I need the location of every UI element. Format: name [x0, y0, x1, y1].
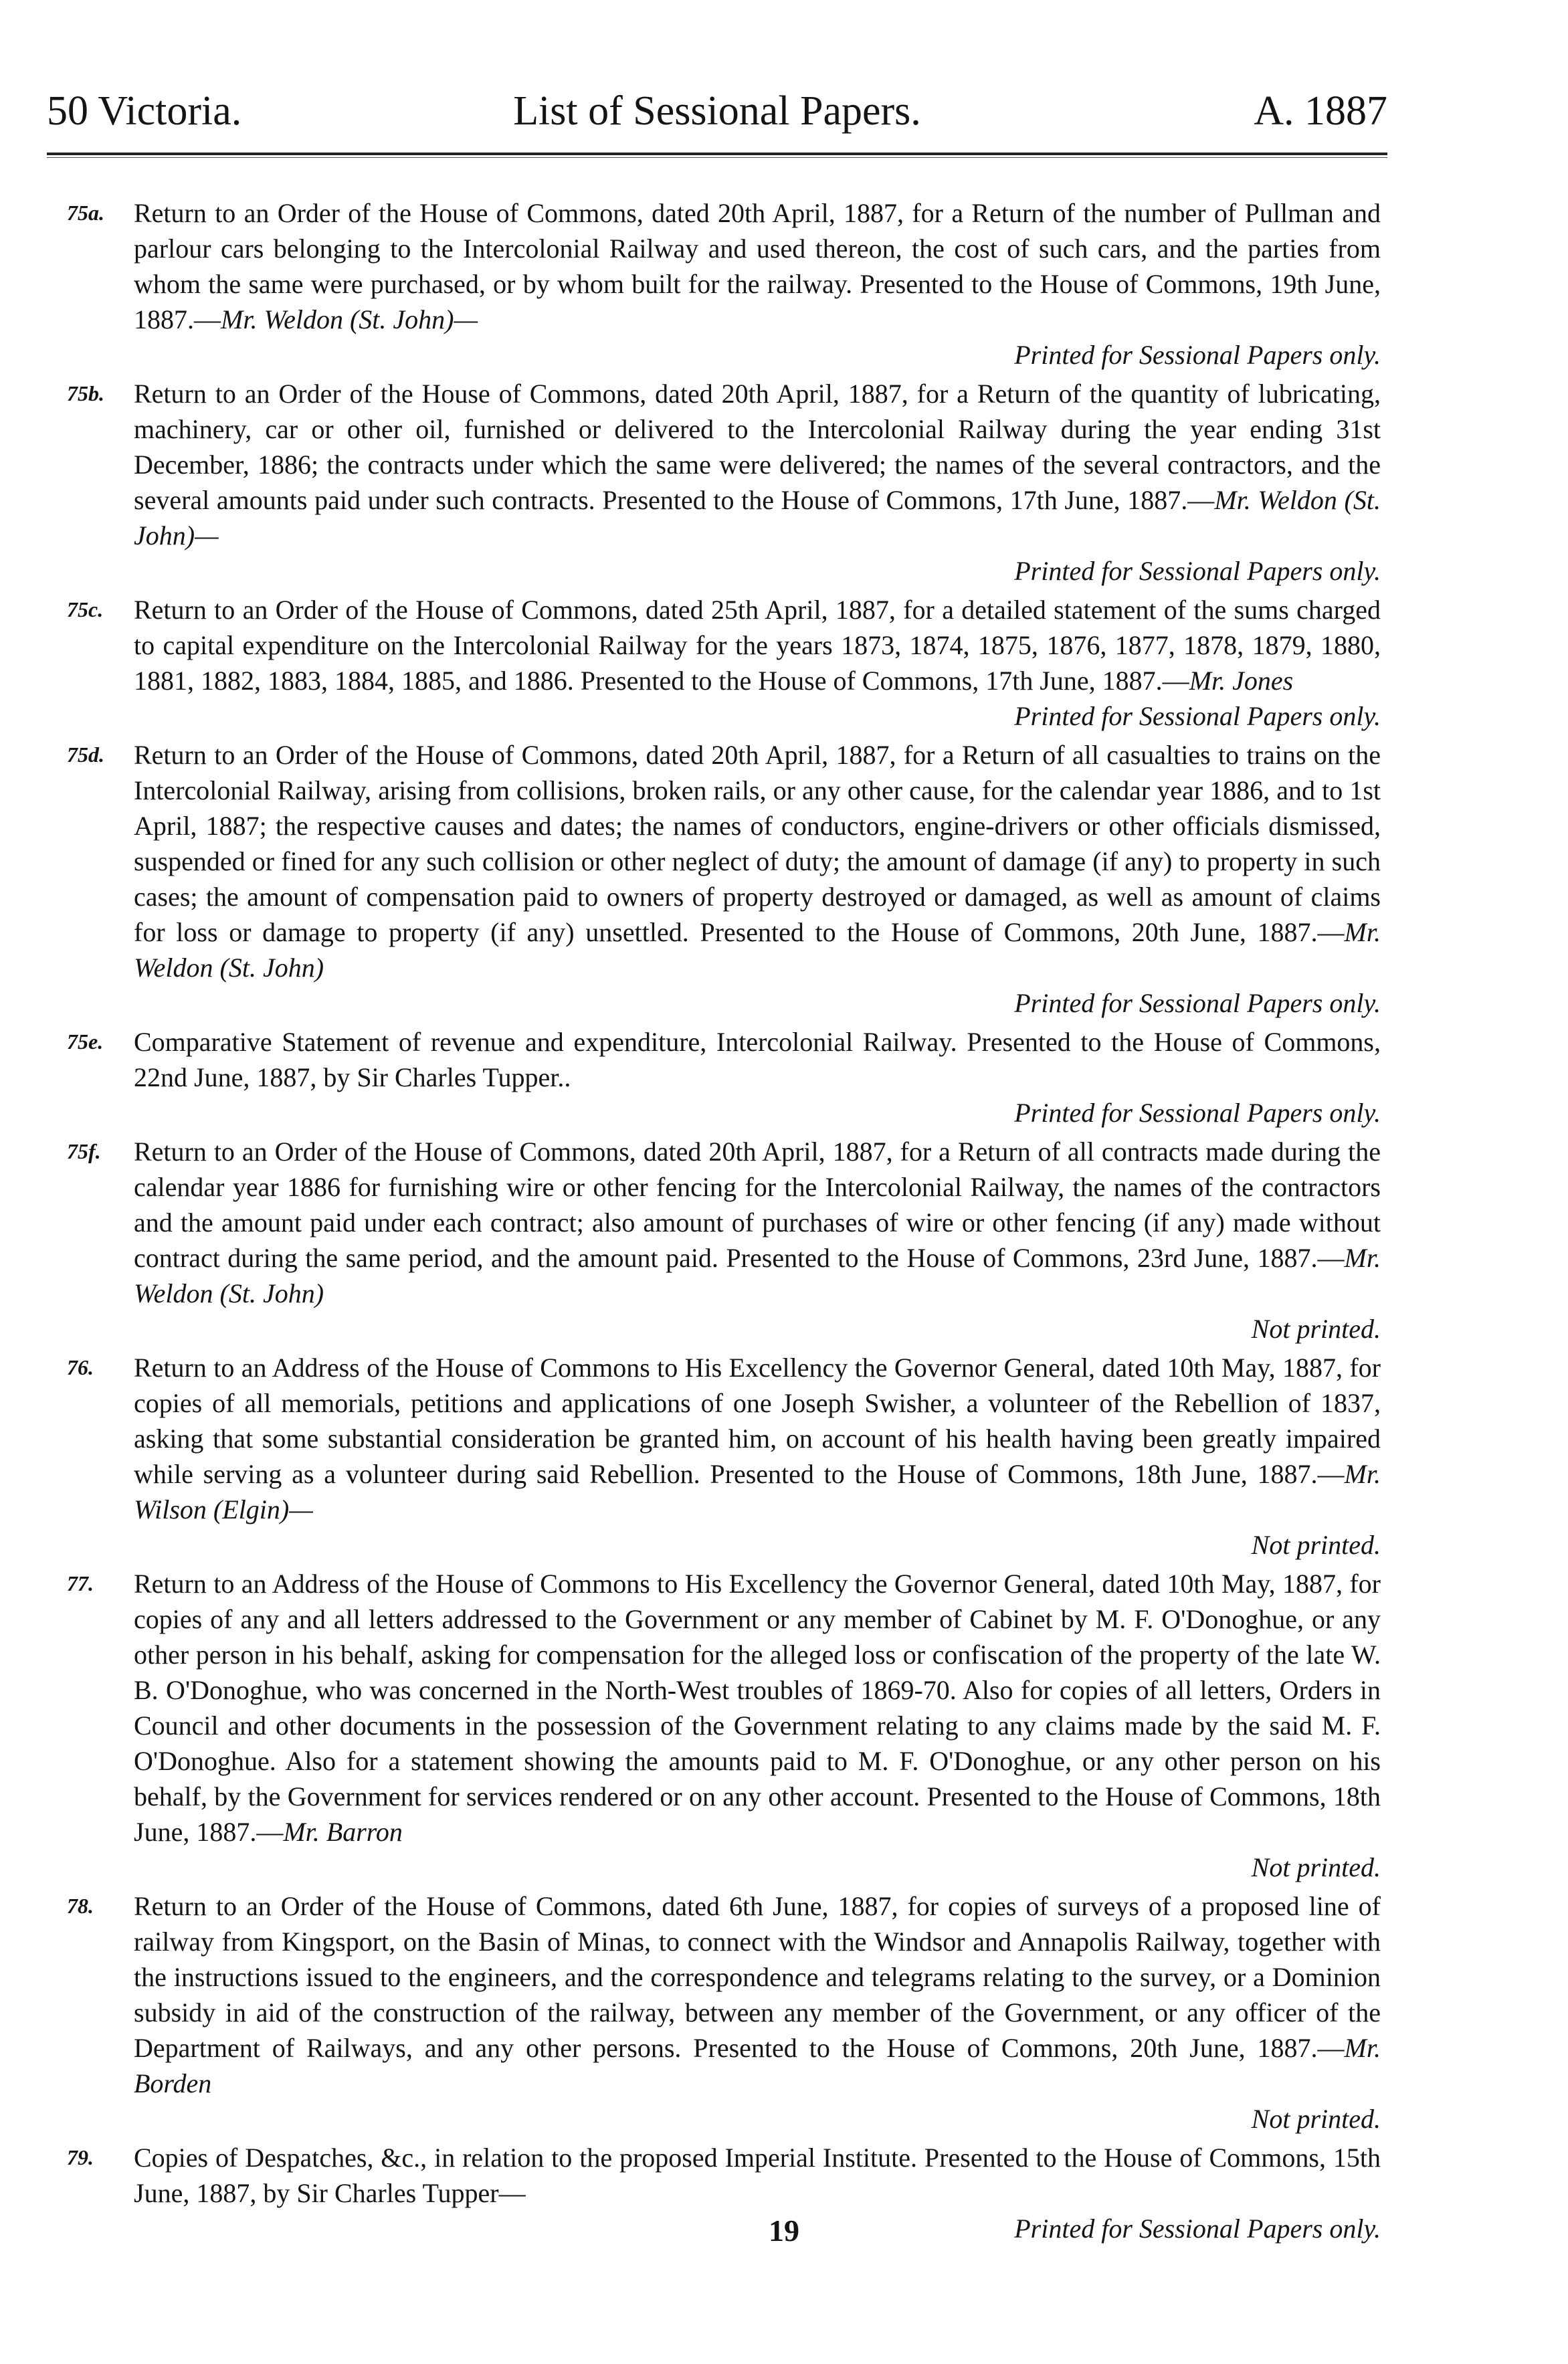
paper-entry: [67, 1134, 1381, 1347]
paper-status: Not printed.: [1251, 2104, 1381, 2134]
paper-entry: [67, 1566, 1381, 1885]
paper-description: Comparative Statement of revenue and expenditure, Intercolonial Railway. Presented to the House of Commons, 22nd June, 1887, by Sir Charles Tupper..: [134, 1027, 1381, 1092]
paper-description: Return to an Address of the House of Commons to His Excellency the Governor General, dated 10th May, 1887, for copies of all memorials, petitions and applications of one Joseph Swisher, a volunteer of the Rebellion of 1837, asking that some substantial consideration be granted him, on account of his health having been greatly impaired while serving as a volunteer during said Rebellion. Presented to the House of Commons, 18th June, 1887.—: [134, 1353, 1381, 1489]
paper-number: 79.: [67, 2145, 94, 2169]
paper-member: Mr. Wilson (Elgin)—: [134, 1459, 1381, 1524]
header-rule: [47, 153, 1387, 158]
paper-description: Return to an Order of the House of Commons, dated 20th April, 1887, for a Return of all casualties to trains on the Intercolonial Railway, arising from collisions, broken rails, or any other cause, for the calendar year 1886, and to 1st April, 1887; the respective causes and dates; the names of conductors, engine-drivers or other officials dismissed, suspended or fined for any such collision or other neglect of duty; the amount of damage (if any) to property in such cases; the amount of compensation paid to owners of property destroyed or damaged, as well as amount of claims for loss or damage to property (if any) unsettled. Presented to the House of Commons, 20th June, 1887.—: [134, 740, 1381, 947]
paper-member: Mr. Weldon (St. John): [134, 917, 1381, 983]
paper-description: Return to an Address of the House of Commons to His Excellency the Governor General, dated 10th May, 1887, for copies of any and all letters addressed to the Government or any member of Cabinet by M. F. O'Donoghue, or any other person in his behalf, asking for compensation for the alleged loss or confiscation of the property of the late W. B. O'Donoghue, who was concerned in the North-West troubles of 1869-70. Also for copies of all letters, Orders in Council and other documents in the possession of the Government relating to any claims made by the said M. F. O'Donoghue. Also for a statement showing the amounts paid to M. F. O'Donoghue, or any other person on his behalf, by the Government for services rendered or on any other account. Presented to the House of Commons, 18th June, 1887.—: [134, 1569, 1381, 1847]
paper-entry: [67, 592, 1381, 734]
page-number: 19: [769, 2213, 799, 2248]
paper-status: Not printed.: [1251, 1852, 1381, 1882]
paper-entry: [67, 195, 1381, 373]
paper-status: Not printed.: [1251, 1530, 1381, 1560]
paper-description: Return to an Order of the House of Commons, dated 20th April, 1887, for a Return of the quantity of lubricating, machinery, car or other oil, furnished or delivered to the Intercolonial Railway during the year ending 31st December, 1886; the contracts under which the same were delivered; the names of the several contractors, and the several amounts paid under such contracts. Presented to the House of Commons, 17th June, 1887.—: [134, 379, 1381, 515]
paper-entry: [67, 1350, 1381, 1563]
header-title: List of Sessional Papers.: [513, 88, 921, 134]
paper-member: Mr. Weldon (St. John): [134, 1243, 1381, 1308]
paper-entry: [67, 1888, 1381, 2137]
paper-member: Mr. Weldon (St. John)—: [221, 304, 478, 334]
paper-number: 75b.: [67, 381, 104, 405]
paper-number: 75d.: [67, 743, 104, 767]
paper-description: Copies of Despatches, &c., in relation to the proposed Imperial Institute. Presented to the House of Commons, 15th June, 1887, by Sir Charles Tupper—: [134, 2143, 1381, 2208]
paper-number: 78.: [67, 1894, 94, 1918]
paper-number: 75e.: [67, 1029, 104, 1054]
paper-status: Printed for Sessional Papers only.: [1014, 1098, 1381, 1128]
sessional-papers-list: [67, 195, 1381, 2250]
paper-status: Printed for Sessional Papers only.: [1014, 988, 1381, 1018]
paper-member: Mr. Barron: [283, 1817, 403, 1847]
header-year: A. 1887: [1254, 88, 1387, 134]
paper-entry: [67, 376, 1381, 589]
paper-number: 77.: [67, 1571, 94, 1595]
paper-status: Printed for Sessional Papers only.: [1014, 701, 1381, 731]
paper-status: Not printed.: [1251, 1314, 1381, 1344]
paper-member: Mr. Weldon (St. John)—: [134, 485, 1381, 551]
paper-entry: [67, 737, 1381, 1021]
paper-number: 75f.: [67, 1139, 101, 1163]
paper-description: Return to an Order of the House of Commons, dated 20th April, 1887, for a Return of all contracts made during the calendar year 1886 for furnishing wire or other fencing for the Intercolonial Railway, the names of the contractors and the amount paid under each contract; also amount of purchases of wire or other fencing (if any) made without contract during the same period, and the amount paid. Presented to the House of Commons, 23rd June, 1887.—: [134, 1137, 1381, 1273]
paper-entry: [67, 1024, 1381, 1130]
header-session: 50 Victoria.: [47, 88, 242, 134]
running-head: [47, 79, 1387, 143]
paper-description: Return to an Order of the House of Commons, dated 25th April, 1887, for a detailed statement of the sums charged to capital expenditure on the Intercolonial Railway for the years 1873, 1874, 1875, 1876, 1877, 1878, 1879, 1880, 1881, 1882, 1883, 1884, 1885, and 1886. Presented to the House of Commons, 17th June, 1887.—: [134, 595, 1381, 696]
paper-status: Printed for Sessional Papers only.: [1014, 340, 1381, 370]
paper-number: 75c.: [67, 597, 104, 621]
paper-status: Printed for Sessional Papers only.: [1014, 556, 1381, 586]
paper-description: Return to an Order of the House of Commons, dated 20th April, 1887, for a Return of the number of Pullman and parlour cars belonging to the Intercolonial Railway and used thereon, the cost of such cars, and the parties from whom the same were purchased, or by whom built for the railway. Presented to the House of Commons, 19th June, 1887.—: [134, 198, 1381, 334]
paper-number: 76.: [67, 1355, 94, 1379]
paper-member: Mr. Jones: [1189, 666, 1294, 696]
paper-member: Mr. Borden: [134, 2033, 1381, 2098]
paper-number: 75a.: [67, 201, 104, 225]
paper-description: Return to an Order of the House of Commons, dated 6th June, 1887, for copies of surveys of a proposed line of railway from Kingsport, on the Basin of Minas, to connect with the Windsor and Annapolis Railway, together with the instructions issued to the engineers, and the correspondence and telegrams relating to the survey, or a Dominion subsidy in aid of the construction of the railway, between any member of the Government, or any officer of the Department of Railways, and any other persons. Presented to the House of Commons, 20th June, 1887.—: [134, 1891, 1381, 2063]
paper-status: Printed for Sessional Papers only.: [1014, 2213, 1381, 2244]
